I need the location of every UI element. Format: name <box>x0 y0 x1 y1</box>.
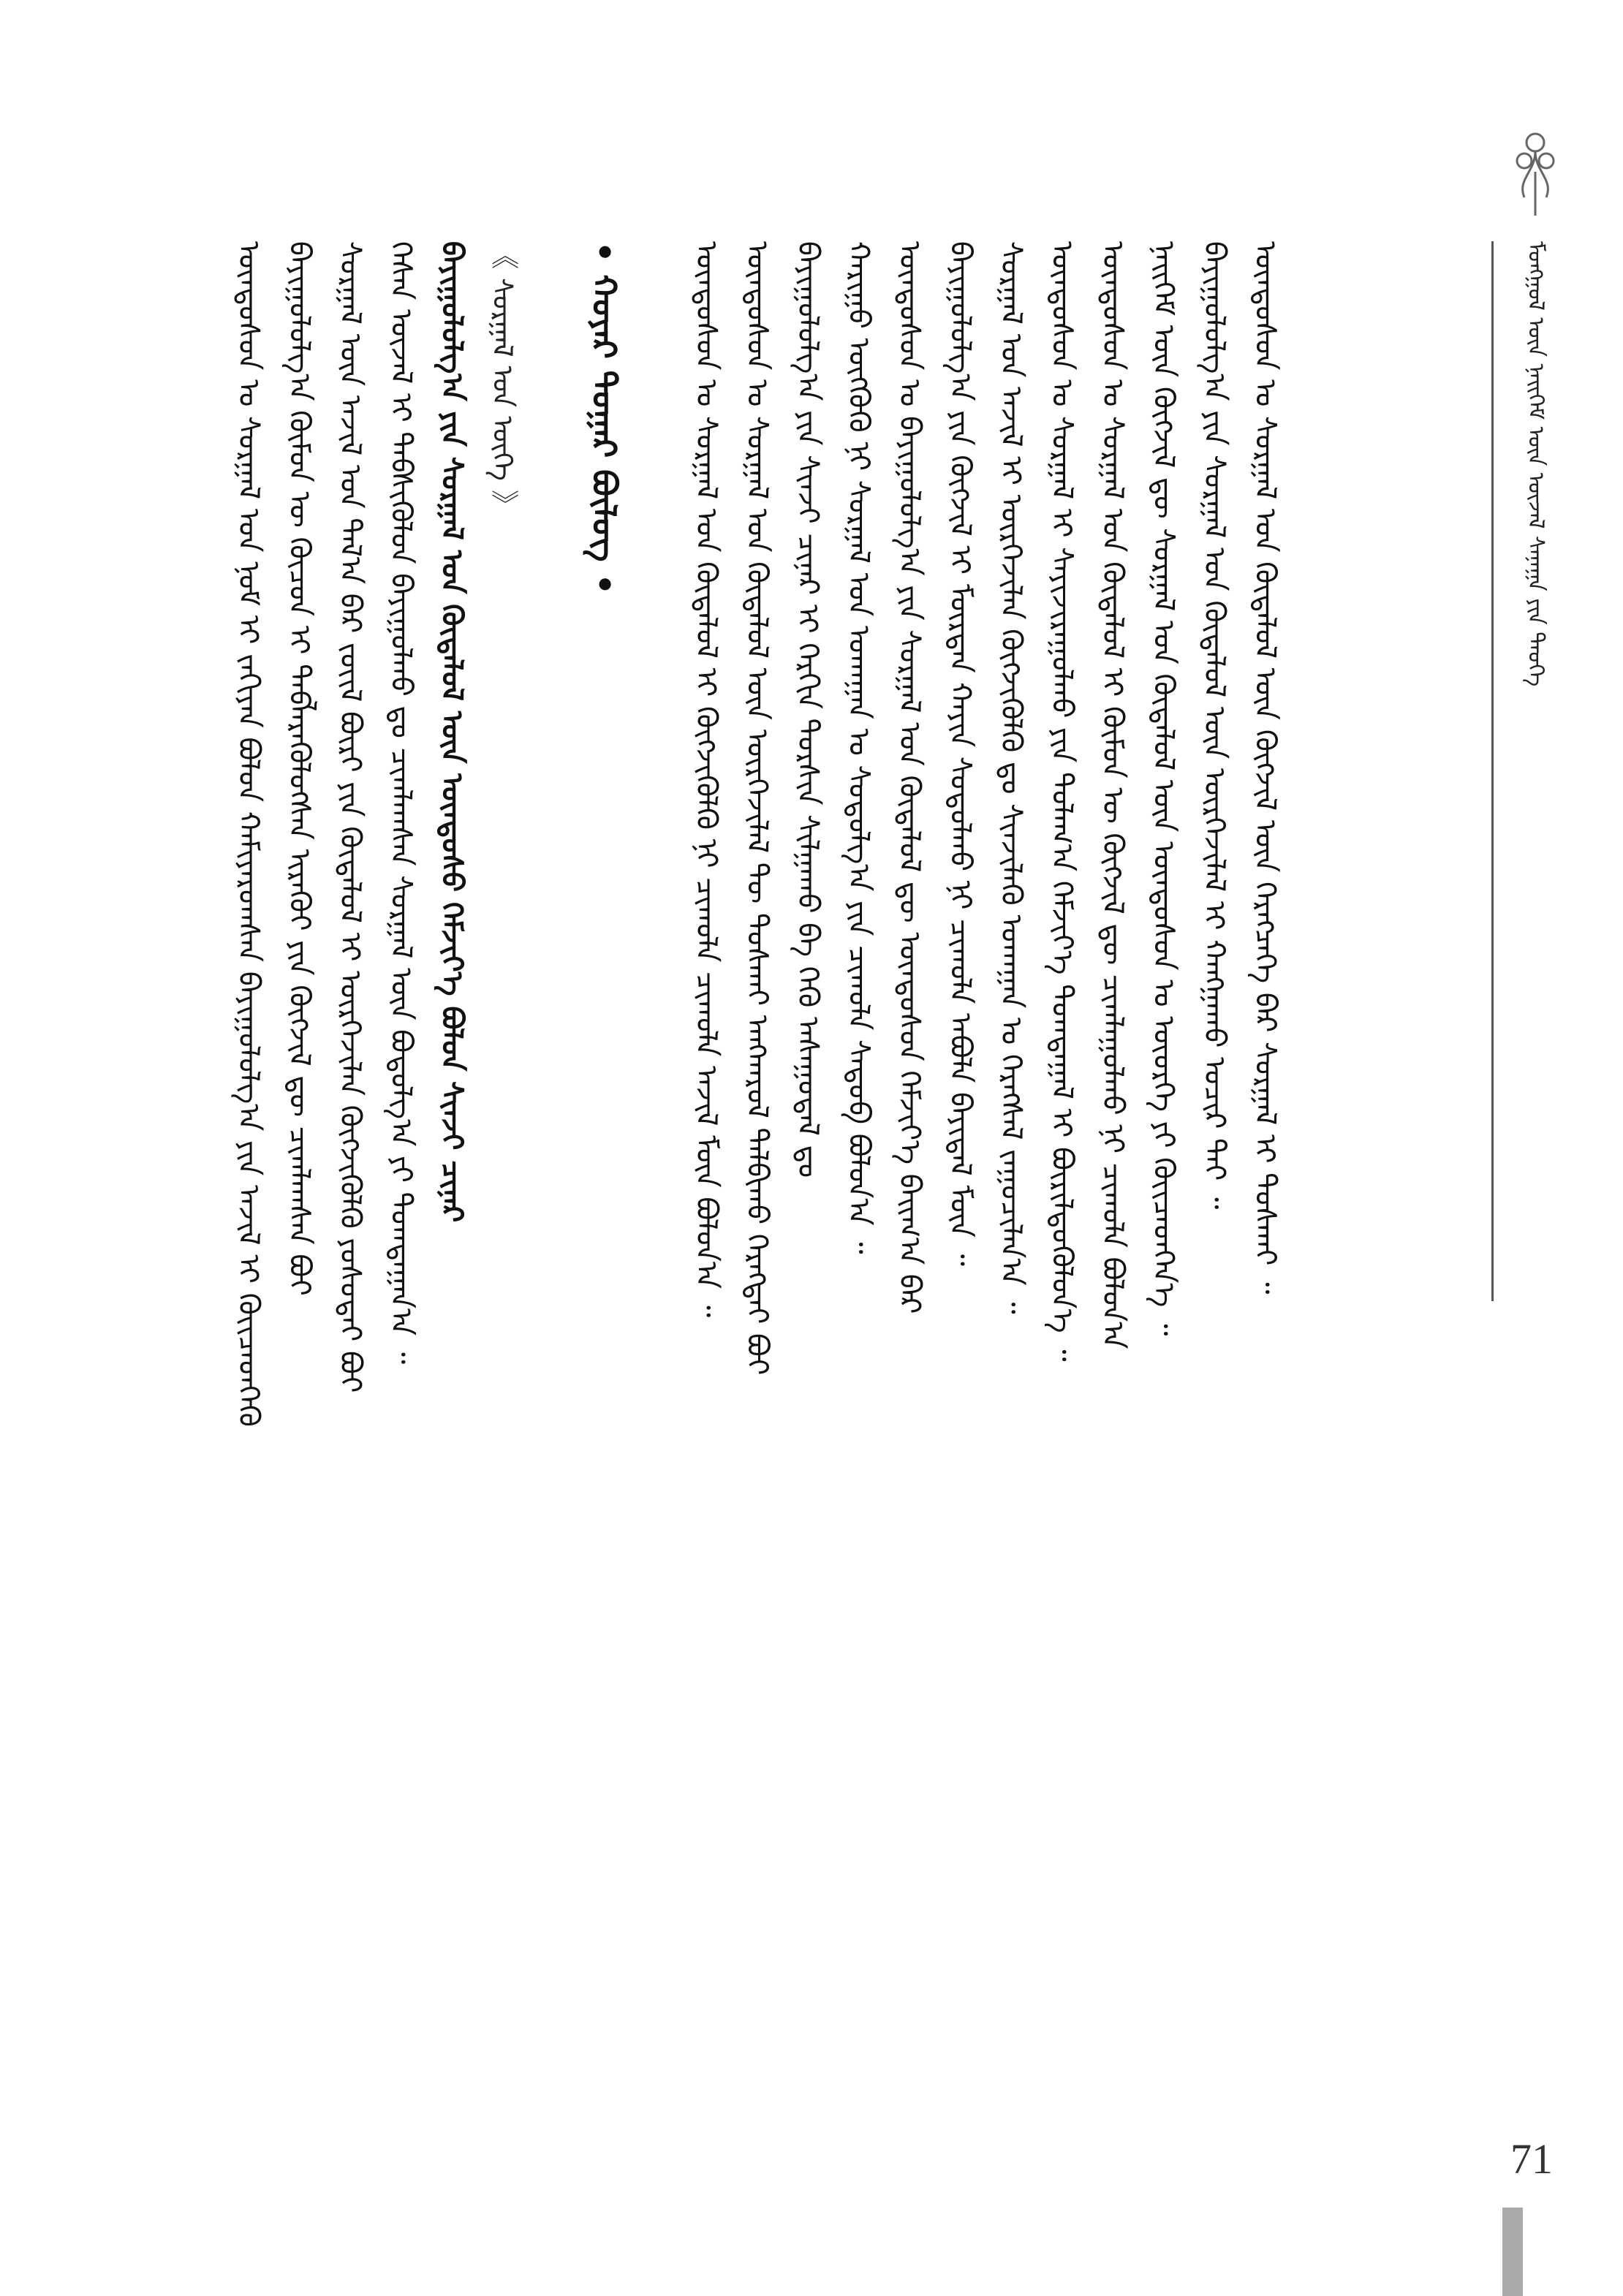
text-line: ᠨᠡᠢᠭᠡᠮ ᠦᠨ ᠬᠥᠭᠵᠢᠯ ᠳᠦ ᠰᠤᠷᠭᠠᠯ ᠤᠨ ᠬᠥᠳᠡᠯᠦᠯ ᠦᠨ ᠦᠨᠳᠦᠰᠦᠨ ᠤ ᠦᠦᠷᠭᠡ ᠶᠢ ᠭᠦᠢᠴᠡᠳᠬᠡᠨ᠎ᠡ ᠃ <box>1146 241 1181 1336</box>
scroll-ornament-icon <box>1502 128 1568 216</box>
citation: 《 ᠰᠤᠷᠭᠠᠯ ᠤᠨ ᠦᠭᠡ 》 <box>486 241 519 518</box>
text-line: ᠦᠨᠳᠦᠰᠦᠨ ᠤ ᠰᠤᠷᠭᠠᠯ ᠢ ᠰᠠᠶᠢᠵᠢᠷᠠᠭᠤᠯᠬᠤ ᠶᠢᠨ ᠲᠤᠯᠠᠭ᠎ᠠ ᠬᠡᠮᠵᠢᠶ᠎ᠡ ᠲᠣᠭᠲᠠᠭᠠᠯ ᠢ ᠪᠦᠷᠢᠯᠳᠦᠭᠦᠯᠦᠨ᠎ᠡ ᠃ <box>1045 241 1079 1362</box>
text-line: ᠦᠨᠳᠦᠰᠦᠨ ᠤ ᠰᠤᠷᠭᠠᠯ ᠤᠨ ᠬᠥᠳᠡᠯᠦᠯ ᠢ ᠬᠥᠭᠵᠢᠭᠦᠯᠬᠦ ᠨᠢ ᠴᠢᠬᠤᠯᠠ ᠴᠢᠬᠤᠯᠠ ᠠᠵᠢᠯ ᠮᠥᠨ ᠪᠣᠯᠤᠨ᠎ᠠ ᠃ <box>689 241 723 1318</box>
text-line: ᠬᠠᠷᠢᠭᠤ ᠦᠭᠭᠦᠬᠦ ᠨᠢ ᠰᠤᠷᠭᠠᠯ ᠤᠨ ᠤᠬᠠᠭᠠᠨ ᠤ ᠰᠤᠳᠤᠯᠭ᠎ᠠ ᠶᠢᠨ ᠴᠢᠬᠤᠯᠠ ᠰᠡᠳᠦᠪ ᠪᠣᠯᠤᠨ᠎ᠠ ᠃ <box>841 241 876 1254</box>
text-line: ᠰᠤᠷᠭᠠᠯ ᠤᠨ ᠠᠵᠢᠯ ᠢ ᠦᠷᠭᠡᠵᠢᠯᠡᠨ ᠬᠥᠭᠵᠢᠭᠦᠯᠬᠦ ᠳᠤ ᠰᠢᠨᠵᠢᠯᠡᠬᠦ ᠤᠬᠠᠭᠠᠨ ᠤ ᠬᠡᠷᠡᠭᠰᠡᠯ ᠵᠠᠭᠤᠴᠢᠯᠠᠨ᠎ᠠ ᠃ <box>994 241 1028 1314</box>
header-rule <box>1491 241 1494 1301</box>
text-line: ᠦᠨᠳᠦᠰᠦᠨ ᠤ ᠰᠤᠷᠭᠠᠯ ᠤᠨ ᠬᠥᠳᠡᠯᠦᠯ ᠦᠨ ᠦᠷᠭᠡᠵᠢᠯᠡᠯ ᠲᠦ ᠲᠤᠰᠬᠠᠢ ᠠᠩᠬᠠᠷᠤᠯ ᠲᠠᠯᠪᠢᠬᠤ ᠬᠡᠷᠡᠭᠲᠡᠢ ᠪᠤᠢ <box>740 241 774 1376</box>
text-line: ᠦᠨᠳᠦᠰᠦᠨ ᠤ ᠰᠤᠷᠭᠠᠯ ᠤᠨ ᠬᠥᠳᠡᠯᠦᠯ ᠢ ᠬᠦᠮᠦᠨ ᠦ ᠬᠥᠭᠵᠢᠯ ᠳᠦ ᠴᠢᠭᠯᠠᠭᠤᠯᠬᠤ ᠨᠢ ᠴᠢᠬᠤᠯᠠ ᠪᠣᠯᠤᠨ᠎ᠠ <box>1096 241 1130 1349</box>
text-line: ᠪᠠᠶᠢᠭᠤᠯᠤᠯᠭ᠎ᠠ ᠬᠦᠮᠦᠨ ᠦ ᠬᠦᠴᠦᠨ ᠢ ᠲᠡᠪᠯᠡᠷᠡᠭᠦᠯᠦᠭᠰᠡᠨ ᠢᠷᠡᠭᠦᠢ ᠶᠢᠨ ᠬᠥᠭᠵᠢᠯ ᠳᠦ ᠴᠢᠭᠯᠠᠭᠰᠠᠨ ᠪᠤᠢ <box>282 241 317 1296</box>
page-number: 71 <box>1510 2135 1553 2183</box>
bold-text-line: ᠪᠠᠶᠢᠭᠤᠯᠤᠯᠭ᠎ᠠ ᠶᠢᠨ ᠰᠤᠷᠭᠠᠯ ᠤᠨ ᠬᠥᠳᠡᠯᠦᠯ ᠦᠨ ᠦᠨᠳᠦᠰᠦ ᠬᠡᠮᠵᠢᠶ᠎ᠡ ᠪᠤᠯᠤᠨ ᠰᠢᠨᠵᠢ ᠴᠢᠨᠠᠷ <box>435 241 470 1223</box>
text-line: ᠪᠠᠶᠢᠭᠤᠯᠤᠯᠭ᠎ᠠ ᠶᠢᠨ ᠬᠥᠭᠵᠢᠯ ᠢ ᠮᠥᠷᠳᠡᠨ ᠬᠠᠶᠢᠨ ᠰᠤᠳᠤᠯᠬᠤ ᠨᠢ ᠴᠢᠬᠤᠯᠠ ᠠᠪᠤᠯᠠ ᠪᠠᠶᠢᠳᠠᠯ ᠮᠥᠨ ᠃ <box>943 241 977 1266</box>
section-heading: • ᠬᠣᠶᠠᠷ ᠳᠤᠭᠠᠷ ᠪᠦᠯᠦᠭ • <box>584 241 624 596</box>
text-line: ᠦᠨᠳᠦᠰᠦᠨ ᠤ ᠰᠤᠷᠭᠠᠯ ᠤᠨ ᠨᠤᠮ ᠢ ᠵᠠᠬᠢᠶᠠᠨ ᠪᠤᠯᠤᠨ ᠬᠠᠮᠢᠶᠠᠷᠤᠭᠰᠠᠨ ᠪᠠᠶᠢᠭᠤᠯᠤᠯᠭ᠎ᠠ ᠶᠢᠨ ᠠᠵᠢᠯ ᠢ ᠭᠦᠢᠴᠡᠳᠬᠡᠬᠦ <box>232 241 265 1427</box>
spacer <box>626 241 677 2069</box>
spacer <box>524 241 575 2069</box>
text-line: ᠪᠠᠶᠢᠭᠤᠯᠤᠯᠭ᠎ᠠ ᠶᠢᠨ ᠰᠢᠨᠵᠢ ᠴᠢᠨᠠᠷ ᠢ ᠬᠡᠷᠬᠢᠨ ᠲᠤᠷᠰᠢᠨ ᠰᠢᠯᠭᠠᠬᠤ ᠪᠡ ᠭᠡᠬᠦ ᠠᠰᠠᠭᠤᠳᠠᠯ ᠳᠤ <box>790 241 825 1178</box>
text-line: ᠦᠨᠳᠦᠰᠦᠨ ᠤ ᠪᠠᠶᠢᠭᠤᠯᠤᠯᠭ᠎ᠠ ᠶᠢᠨ ᠰᠤᠷᠭᠠᠯ ᠤᠨ ᠬᠥᠳᠡᠯᠦᠯ ᠳᠦ ᠦᠨᠳᠦᠰᠦᠨ ᠬᠡᠮᠵᠢᠶ᠎ᠡ ᠪᠠᠢᠭ᠎ᠠ ᠪᠠᠷ <box>892 241 926 1314</box>
body-text <box>219 241 1287 2069</box>
page-edge-bar <box>1502 2208 1523 2296</box>
running-header: ᠮᠣᠩᠭᠣᠯ ᠦᠨ ᠨᠡᠢᠭᠡᠮ ᠦᠨ ᠦᠵᠡᠯ ᠰᠠᠨᠠᠭᠠ ᠶᠢᠨ ᠲᠡᠦᠬᠡ <box>1523 241 1548 687</box>
text-line: ᠦᠨᠳᠦᠰᠦᠨ ᠤ ᠰᠤᠷᠭᠠᠯ ᠤᠨ ᠬᠥᠳᠡᠯᠦᠯ ᠦᠨ ᠬᠥᠭᠵᠢᠯ ᠦᠨ ᠬᠡᠷᠡᠭᠴᠡᠭᠡ ᠪᠠᠷ ᠰᠤᠷᠭᠠᠯ ᠢ ᠲᠤᠰᠬᠠᠢ ᠃ <box>1248 241 1282 1295</box>
text-line: ᠪᠠᠶᠢᠭᠤᠯᠤᠯᠭ᠎ᠠ ᠶᠢᠨ ᠰᠤᠷᠭᠠᠯ ᠤᠨ ᠬᠥᠳᠡᠯᠦᠯ ᠦᠨ ᠦᠷᠭᠡᠵᠢᠯᠡᠯ ᠢ ᠬᠠᠩᠭᠠᠬᠤ ᠤᠴᠢᠷ ᠲᠠᠢ ᠃ <box>1198 241 1232 1210</box>
text-line: ᠰᠤᠷᠭᠠᠯ ᠦᠨ ᠠᠵᠢᠯ ᠤᠨ ᠲᠠᠯ᠎ᠠ ᠪᠠᠷ ᠵᠦᠢᠯ ᠪᠦᠷᠢ ᠶᠢᠨ ᠬᠥᠳᠡᠯᠦᠯ ᠢ ᠦᠷᠭᠡᠵᠢᠯᠡᠨ ᠬᠥᠭᠵᠢᠭᠦᠯᠬᠦ ᠶᠤᠰᠤᠲᠠᠢ ᠪᠤᠢ <box>333 241 368 1393</box>
text-line: ᠭᠡᠰᠡᠨ ᠦᠵᠡᠯ ᠢ ᠳᠡᠪᠰᠢᠭᠦᠯᠦᠨ ᠪᠠᠶᠢᠭᠤᠯᠬᠤ ᠳᠤ ᠴᠢᠭᠯᠠᠭᠰᠠᠨ ᠰᠤᠷᠭᠠᠯ ᠦᠨ ᠪᠤᠳᠤᠯᠭ᠎ᠠ ᠶᠢ ᠲᠣᠭᠲᠠᠭᠠᠨ᠎ᠠ ᠃ <box>384 241 418 1365</box>
